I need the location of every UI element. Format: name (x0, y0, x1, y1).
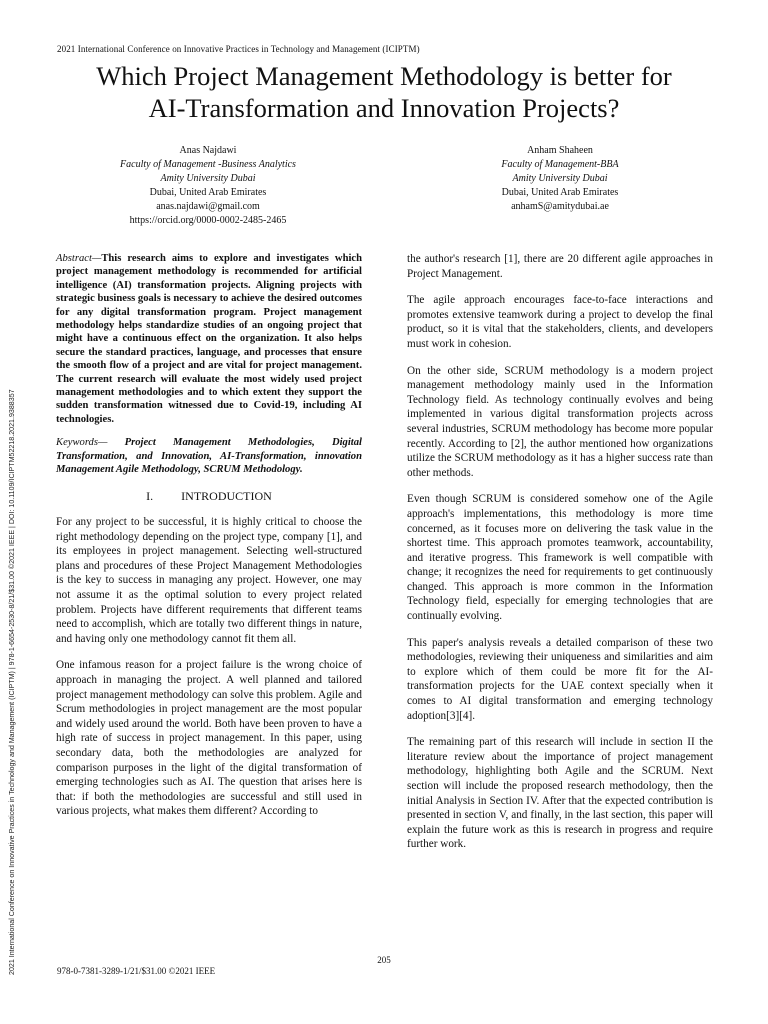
paragraph: This paper's analysis reveals a detailed comparison of these two methodologies, reviewing their uniqueness and similarities and aim to explore which of them could be more fit for the AI-transformation projects for the UAE context specially when it comes to AI digital transformation and emerging technology adoption[3][4]. (407, 636, 713, 722)
abstract-text: This research aims to explore and investigates which project management methodology is recommended for artificial intelligence (AI) transformation projects. Aligning projects with strategic business goals is necessary to achieve the desired outcomes for any digital transformation program. Project management methodology helps standardize studies of an ongoing project that might have a continuous effect on the organization. It also helps secure the standard practices, language, and processes that ensure the smooth flow of a project and are vital for project management. The current research will evaluate the most widely used project management methodologies and to which extent they support the sudden transformation witnessed due to Covid-19, including AI technologies. (56, 253, 362, 425)
author-institution: Amity University Dubai (160, 173, 256, 184)
paper-title (30, 60, 738, 124)
author-block-1 (63, 144, 353, 228)
copyright-footer: 978-0-7381-3289-1/21/$31.00 ©2021 IEEE (57, 966, 216, 976)
section-heading (56, 489, 362, 504)
author-location: Dubai, United Arab Emirates (149, 187, 267, 198)
author-institution: Amity University Dubai (512, 173, 608, 184)
author-name: Anas Najdawi (179, 145, 237, 156)
paragraph: The agile approach encourages face-to-face interactions and promotes extensive teamwork during a project to develop the final product, so it is vital that the stakeholders, clients, and developers must work in cohesion. (407, 294, 713, 350)
author-location: Dubai, United Arab Emirates (501, 187, 619, 198)
right-column (407, 252, 713, 864)
paragraph: the author's research [1], there are 20 different agile approaches in Project Management. (407, 253, 713, 280)
title-line-2: AI-Transformation and Innovation Projects? (148, 93, 620, 123)
doi-sidebar: 2021 International Conference on Innovative Practices in Technology and Management (ICIPTM) | 978-1-6654-2530-8/21/$31.00 ©2021 IEEE | DOI: 10.1109/ICIPTM52218.2021.9388357 (8, 389, 16, 975)
paragraph: The remaining part of this research will include in section II the literature review about the importance of project management methodology, highlighting both Agile and the SCRUM. Next section will include the proposed research methodology, then the initial Analysis in Section IV. After that the expected contribution is presented in section V, and finally, in the last section, this paper will explain the future work as this is research in progress and require further work. (407, 736, 713, 851)
paragraph: On the other side, SCRUM methodology is a modern project management methodology mainly used in the Information Technology field. As technology continually evolves and being implemented in various digital transformation projects across several industries, SCRUM methodology has become more popular recently. According to [2], the author mentioned how organizations utilize the SCRUM methodology as it has a higher success rate than other methods. (407, 364, 713, 479)
author-email: anas.najdawi@gmail.com (156, 201, 260, 212)
paragraph: One infamous reason for a project failure is the wrong choice of approach in managing the project. A well planned and tailored project management methodology can solve this problem. Agile and Scrum methodologies in project management are the most popular and widely used around the world. Both have been proven to have a high rate of success in project management. In this paper, using secondary data, both the methodologies are analyzed for comparison purposes in the light of the digital transformation of emerging technologies such as AI. The question that arises here is that: if both the methodologies are successful and still used in various projects, what makes them different? According to (56, 659, 362, 818)
keywords-text: Project Management Methodologies, Digital Transformation, and Innovation, AI-Transformation, innovation Management Agile Methodology, SCRUM Methodology. (56, 437, 362, 476)
author-name: Anham Shaheen (527, 145, 593, 156)
author-block-2 (415, 144, 705, 214)
conference-header: 2021 International Conference on Innovative Practices in Technology and Management (ICIPTM) (57, 44, 420, 54)
paragraph: Even though SCRUM is considered somehow one of the Agile approach's implementations, this methodology is more time concerned, as it focuses more on delivering the task value in the shortest time. This approach promotes teamwork, accountability, and iterative progress. This framework is well compatible with change; it recognizes the need for requirements to get continuously changed. This approach is more common in the Information Technology field, especially for emerging technologies that are continually evolving. (407, 493, 713, 623)
section-title: INTRODUCTION (181, 488, 272, 503)
section-number: I. (146, 488, 154, 503)
author-affiliation: Faculty of Management-BBA (501, 159, 619, 170)
page-number: 205 (377, 955, 391, 965)
author-email: anhamS@amitydubai.ae (511, 201, 609, 212)
keywords (56, 436, 362, 476)
author-affiliation: Faculty of Management -Business Analytics (120, 159, 296, 170)
title-line-1: Which Project Management Methodology is better for (96, 61, 672, 91)
author-orcid: https://orcid.org/0000-0002-2485-2465 (129, 215, 287, 226)
abstract (56, 252, 362, 426)
left-column (56, 252, 362, 831)
abstract-label: Abstract— (56, 253, 102, 264)
keywords-label: Keywords— (56, 437, 125, 449)
paragraph: For any project to be successful, it is highly critical to choose the right methodology depending on the project type, company [1], and its employees in project management. Selecting well-structured plans and procedures of these Project Management Methodologies is the key to success in managing any project. However, one may not assume it as the optimal solution to every project related problem. Projects have different requirements that different teams need to accomplish, which are totally two different things in nature, and having only one methodology cannot fit them all. (56, 516, 362, 645)
